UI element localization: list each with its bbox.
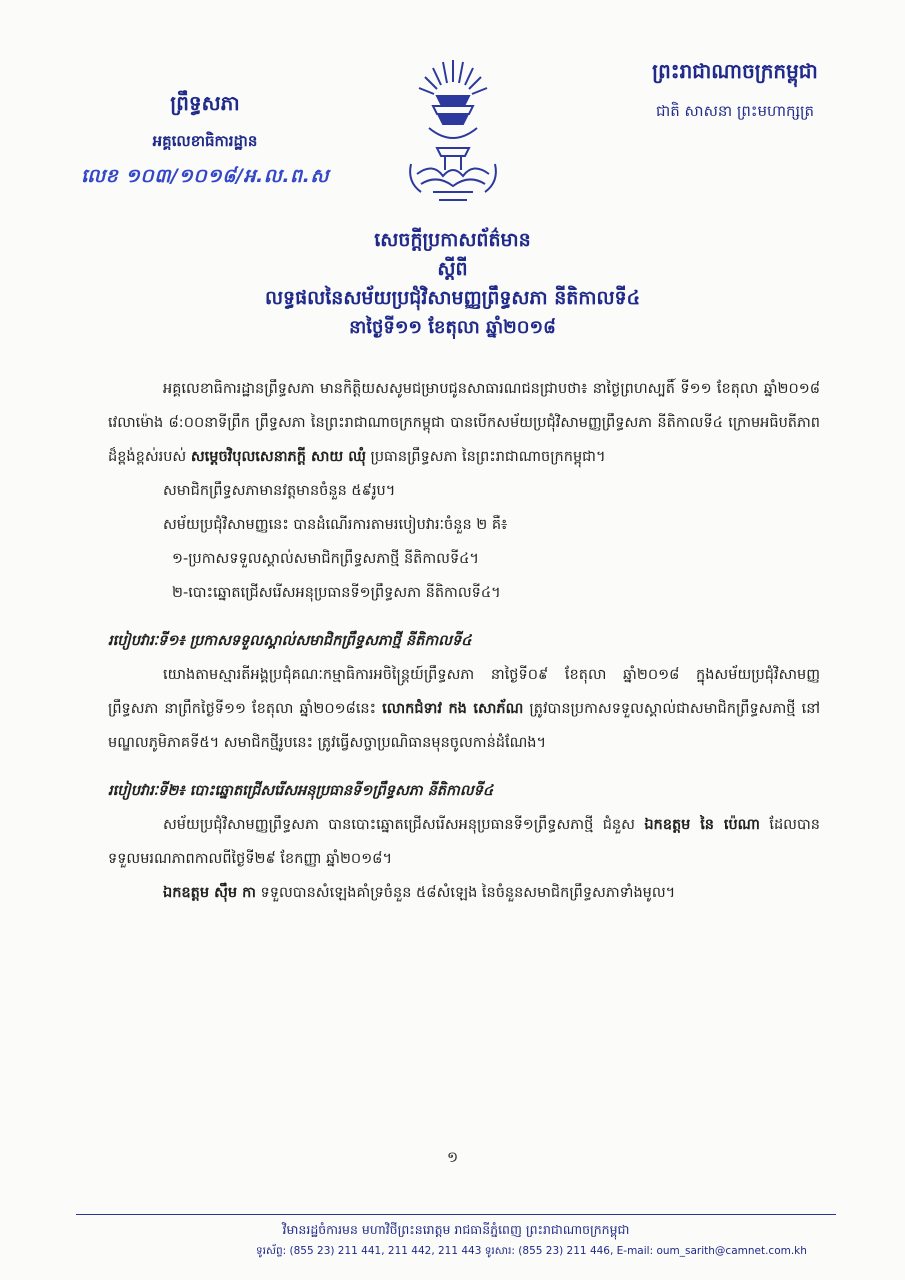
agenda-1-paragraph (108, 658, 820, 760)
document-title (150, 226, 755, 342)
national-motto: ជាតិ សាសនា ព្រះមហាក្សត្រ (655, 102, 815, 120)
elected-vp-name: ឯកឧត្តម ស៊ឹម កា (163, 885, 256, 901)
election-result-paragraph (108, 876, 820, 910)
footer-divider (76, 1214, 836, 1215)
senate-emblem-icon (403, 52, 503, 212)
reference-number: លេខ ១០៣/១០១៨/អ.ល.ព.ស (81, 165, 329, 187)
title-line-1: សេចក្តីប្រកាសព័ត៌មាន (374, 229, 531, 251)
title-line-4: នាថ្ងៃទី១១ ខែតុលា ឆ្នាំ២០១៨ (349, 317, 556, 338)
intro-text: អគ្គលេខាធិការដ្ឋានព្រឹទ្ធសភា មានកិត្តិយសសូមជម្រាបជូនសាធារណជនជ្រាបថា៖ នាថ្ងៃព្រហស្បតិ៍ ទី១១ ខែតុលា ឆ្នាំ២០១៨ វេលាម៉ោង ៨:០០នាទីព្រឹក ព្រឹទ្ធសភា នៃព្រះរាជាណាចក្រកម្ពុជា បានបើកសម័យប្រជុំវិសាមញ្ញព្រឹទ្ធសភា នីតិកាលទី៤ ក្រោមអធិបតីភាពដ៏ខ្ពង់ខ្ពស់របស់ (108, 381, 820, 465)
agenda-2-paragraph (108, 808, 820, 876)
deceased-vp-name: ឯកឧត្តម នៃ ប៉េណា (644, 817, 760, 833)
agenda-1-text-end: ត្រូវបានប្រកាសទទួលស្គាល់ជាសមាជិកព្រឹទ្ធសភាថ្មី នៅមណ្ឌលភូមិភាគទី៥។ សមាជិកថ្មីរូបនេះ ត្រូវធ្វើសច្ចាប្រណិធានមុនចូលកាន់ដំណែង។ (108, 701, 820, 751)
agenda-item-1: ១-ប្រកាសទទួលស្គាល់សមាជិកព្រឹទ្ធសភាថ្មី នីតិកាលទី៤។ (172, 551, 479, 567)
sender-department: អគ្គលេខាធិការដ្ឋាន (152, 132, 258, 150)
intro-text-end: ប្រធានព្រឹទ្ធសភា នៃព្រះរាជាណាចក្រកម្ពុជា។ (365, 449, 606, 465)
agenda-intro: សម័យប្រជុំវិសាមញ្ញនេះ បានដំណើរការតាមរបៀបវារៈចំនួន ២ គឺ៖ (163, 517, 508, 533)
footer-contact: ទូរស័ព្ទ: (855 23) 211 441, 211 442, 211 443 ទូរសារ: (855 23) 211 446, E-mail: oum_sarith@camnet.com.kh (256, 1245, 807, 1257)
kingdom-title: ព្រះរាជាណាចក្រកម្ពុជា (652, 59, 818, 83)
agenda-2-text: សម័យប្រជុំវិសាមញ្ញព្រឹទ្ធសភា បានបោះឆ្នោតជ្រើសរើសអនុប្រធានទី១ព្រឹទ្ធសភាថ្មី ជំនួស (163, 817, 645, 833)
page-number: ១ (446, 1148, 459, 1166)
new-member-name: លោកជំទាវ កង សោភ័ណ (382, 701, 524, 717)
kingdom-block (600, 58, 870, 124)
footer-address: វិមានរដ្ឋចំការមន មហាវិថីព្រះនរោត្តម រាជធានីភ្នំពេញ ព្រះរាជាណាចក្រកម្ពុជា (282, 1222, 630, 1237)
title-line-2: ស្តីពី (437, 258, 468, 280)
president-name: សម្តេចវិបុលសេនាភក្តី សាយ ឈុំ (190, 449, 366, 465)
sender-block (60, 90, 350, 192)
footer (76, 1222, 836, 1260)
document-body (108, 372, 820, 910)
agenda-1-text: យោងតាមស្មារតីអង្គប្រជុំគណៈកម្មាធិការអចិន្ត្រៃយ៍ព្រឹទ្ធសភា នាថ្ងៃទី០៩ ខែតុលា ឆ្នាំ២០១៨ ក្នុងសម័យប្រជុំវិសាមញ្ញព្រឹទ្ធសភា នាព្រឹកថ្ងៃទី១១ ខែតុលា ឆ្នាំ២០១៨នេះ (108, 667, 820, 717)
agenda-item-2: ២-បោះឆ្នោតជ្រើសរើសអនុប្រធានទី១ព្រឹទ្ធសភា នីតិកាលទី៤។ (172, 585, 501, 601)
election-result-text: ទទួលបានសំឡេងគាំទ្រចំនួន ៥៨សំឡេង នៃចំនួនសមាជិកព្រឹទ្ធសភាទាំងមូល។ (255, 885, 676, 901)
agenda-heading-1: របៀបវារៈទី១៖ ប្រកាសទទួលស្គាល់សមាជិកព្រឹទ្ធសភាថ្មី នីតិកាលទី៤ (108, 633, 472, 649)
agenda-heading-2: របៀបវារៈទី២៖ បោះឆ្នោតជ្រើសរើសអនុប្រធានទី១ព្រឹទ្ធសភា នីតិកាលទី៤ (108, 783, 494, 799)
members-present: សមាជិកព្រឹទ្ធសភាមានវត្តមានចំនួន ៥៩រូប។ (163, 483, 396, 499)
agenda-2-text-end: ដែលបានទទួលមរណភាពកាលពីថ្ងៃទី២៩ ខែកញ្ញា ឆ្នាំ២០១៨។ (108, 817, 820, 867)
sender-org: ព្រឹទ្ធសភា (170, 91, 240, 115)
intro-paragraph (108, 372, 820, 474)
title-line-3: លទ្ធផលនៃសម័យប្រជុំវិសាមញ្ញព្រឹទ្ធសភា នីតិកាលទី៤ (264, 287, 641, 309)
